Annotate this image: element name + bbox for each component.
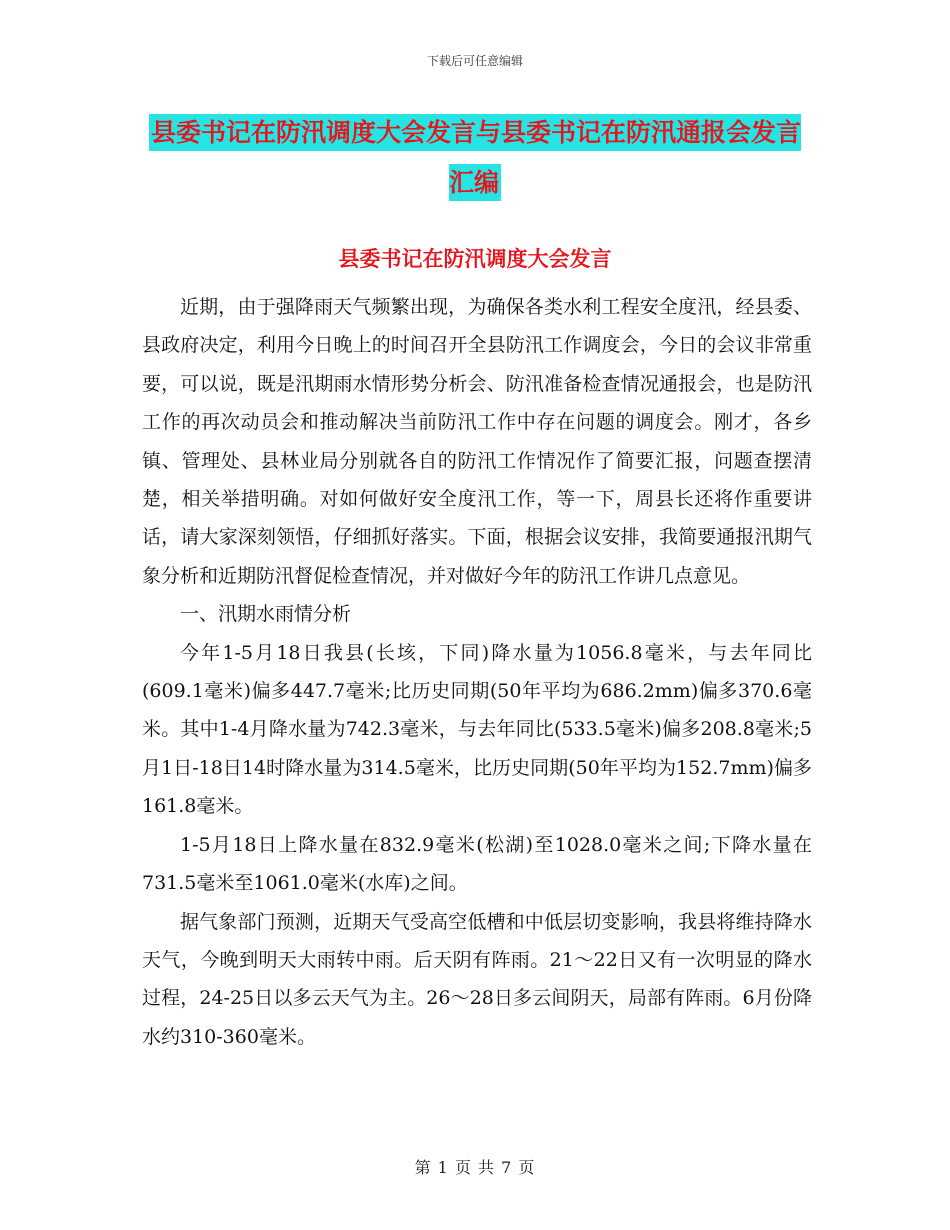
document-main-title xyxy=(140,108,810,208)
page-header-note: 下载后可任意编辑 xyxy=(426,54,523,68)
paragraph: 一、汛期水雨情分析 xyxy=(180,603,352,626)
paragraph: 近期，由于强降雨天气频繁出现，为确保各类水利工程安全度汛，经县委、县政府决定，利用今日晚上的时间召开全县防汛工作调度会，今日的会议非常重要，可以说，既是汛期雨水情形势分析会、防汛准备检查情况通报会，也是防汛工作的再次动员会和推动解决当前防汛工作中存在问题的调度会。刚才，各乡镇、管理处、县林业局分别就各自的防汛工作情况作了简要汇报，问题查摆清楚，相关举措明确。对如何做好安全度汛工作，等一下，周县长还将作重要讲话，请大家深刻领悟，仔细抓好落实。下面，根据会议安排，我简要通报汛期气象分析和近期防汛督促检查情况，并对做好今年的防汛工作讲几点意见。 xyxy=(142,296,812,587)
paragraph: 今年1-5月18日我县(长垓，下同)降水量为1056.8毫米，与去年同比(609.1毫米)偏多447.7毫米;比历史同期(50年平均为686.2mm)偏多370.6毫米。其中1-4月降水量为742.3毫米，与去年同比(533.5毫米)偏多208.8毫米;5月1日-18日14时降水量为314.5毫米，比历史同期(50年平均为152.7mm)偏多161.8毫米。 xyxy=(142,641,812,818)
page-footer-number: 第 1 页 共 7 页 xyxy=(414,1158,536,1177)
main-title-highlight: 县委书记在防汛调度大会发言与县委书记在防汛通报会发言汇编 xyxy=(149,114,801,201)
paragraph: 1-5月18日上降水量在832.9毫米(松湖)至1028.0毫米之间;下降水量在731.5毫米至1061.0毫米(水库)之间。 xyxy=(142,833,812,895)
section-title: 县委书记在防汛调度大会发言 xyxy=(338,247,612,271)
document-body xyxy=(142,288,812,1056)
paragraph: 据气象部门预测，近期天气受高空低槽和中低层切变影响，我县将维持降水天气，今晚到明天大雨转中雨。后天阴有阵雨。21～22日又有一次明显的降水过程，24-25日以多云天气为主。26～28日多云间阴天，局部有阵雨。6月份降水约310-360毫米。 xyxy=(142,910,812,1048)
